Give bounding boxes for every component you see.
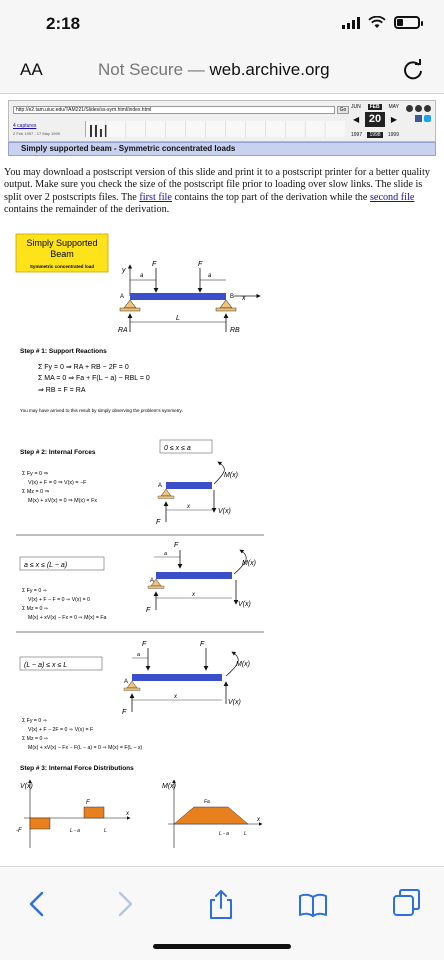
step1-eq2: Σ MA = 0 ⇒ Fa + F(L − a) − RBL = 0: [38, 375, 150, 382]
next-capture-arrow-icon[interactable]: ▶: [390, 115, 397, 124]
fbd-region3: [122, 641, 250, 716]
svg-text:F: F: [156, 519, 161, 526]
current-year: 1998: [369, 132, 381, 138]
prev-capture-arrow-icon[interactable]: ◀: [353, 115, 360, 124]
reload-icon[interactable]: [402, 59, 424, 81]
svg-text:a: a: [164, 551, 168, 557]
domain-label: web.archive.org: [209, 60, 330, 79]
point-B: B: [230, 294, 235, 300]
main-beam-diagram: [118, 261, 260, 334]
capture-sparkline[interactable]: [85, 121, 345, 137]
next-month[interactable]: MAY: [388, 104, 399, 110]
fbd-region1: [156, 462, 238, 526]
step1-eq1: Σ Fy = 0 ⇒ RA + RB − 2F = 0: [38, 364, 129, 371]
first-file-link[interactable]: first file: [139, 191, 172, 203]
reaction-RA: RA: [118, 327, 128, 334]
r3-eq3: Σ Mz = 0 ⇒: [22, 736, 49, 742]
r1-moment-label: M(x): [224, 472, 238, 479]
bookmarks-icon[interactable]: [296, 887, 330, 921]
facebook-icon[interactable]: [415, 115, 422, 122]
r1-shear-label: V(x): [218, 508, 231, 515]
dim-L: L: [176, 315, 180, 322]
load-F-left: F: [152, 261, 157, 268]
r1-eq3: Σ Mz = 0 ⇒: [22, 489, 50, 495]
svg-text:A: A: [158, 483, 163, 489]
r1-eq2: V(x) + F = 0 ⇒ V(x) = −F: [28, 480, 87, 486]
wayback-tools: [395, 105, 431, 125]
svg-text:L: L: [104, 828, 107, 834]
r2-shear-label: V(x): [238, 601, 251, 608]
point-A: A: [120, 294, 125, 300]
svg-text:x: x: [174, 694, 177, 700]
current-day: 20: [365, 112, 385, 127]
tabs-icon[interactable]: [390, 887, 424, 921]
r2-eq1: Σ Fy = 0 ⇒: [22, 588, 47, 594]
range2-label: a ≤ x ≤ (L − a): [24, 562, 68, 569]
svg-text:F: F: [122, 709, 127, 716]
load-F-right: F: [198, 261, 203, 268]
svg-text:L - a: L - a: [70, 828, 80, 834]
r3-moment-label: M(x): [236, 661, 250, 668]
page-title: Simply supported beam - Symmetric concentrated loads: [8, 142, 436, 156]
security-label: Not Secure: [98, 60, 184, 79]
svg-text:F: F: [146, 607, 151, 614]
slide-image: [14, 232, 434, 857]
svg-text:x: x: [192, 592, 195, 598]
y-axis-label: y: [122, 267, 126, 274]
text-size-button[interactable]: AA: [20, 60, 43, 79]
shear-negative-block: [30, 818, 50, 829]
r2-eq3: Σ Mz = 0 ⇒: [22, 606, 49, 612]
svg-text:F: F: [200, 641, 205, 648]
wayback-calendar: [351, 104, 399, 140]
step2-heading: Step # 2: Internal Forces: [20, 449, 96, 456]
step1-heading: Step # 1: Support Reactions: [20, 348, 107, 355]
intro-paragraph: [4, 167, 440, 217]
svg-text:x: x: [187, 504, 190, 510]
cellular-signal-icon: [342, 17, 360, 29]
step1-note: You may have arrived to this result by simply observing the problem's symmetry.: [20, 408, 183, 413]
svg-text:F: F: [174, 542, 179, 549]
shear-neg-F: -F: [16, 828, 22, 834]
dim-a-left: a: [140, 273, 144, 279]
r1-eq4: M(x) + xV(x) = 0 ⇒ M(x) = Fx: [28, 498, 98, 504]
svg-text:A: A: [124, 679, 129, 685]
status-icons: [342, 16, 420, 29]
main-beam: [130, 293, 226, 300]
r1-eq1: Σ Fy = 0 ⇒: [22, 471, 48, 477]
back-icon[interactable]: [20, 887, 54, 921]
wayback-toolbar: [8, 100, 436, 142]
svg-text:F: F: [142, 641, 147, 648]
r3-eq4: M(x) + xV(x) − Fx − F(L − a) = 0 ⇒ M(x) = F(L − x): [28, 745, 143, 751]
wifi-icon: [368, 16, 386, 29]
r2-moment-label: M(x): [242, 560, 256, 567]
home-indicator[interactable]: [153, 944, 291, 949]
range3-label: (L − a) ≤ x ≤ L: [24, 662, 68, 669]
svg-text:F: F: [86, 800, 90, 806]
twitter-icon[interactable]: [424, 115, 431, 122]
svg-text:A: A: [150, 578, 155, 584]
forward-icon[interactable]: [108, 887, 142, 921]
captures-dates: 2 Feb 1997 - 17 May 1999: [13, 131, 60, 136]
svg-text:L - a: L - a: [219, 831, 229, 837]
fbd-region2: [146, 542, 256, 614]
step1-eq3: ⇒ RB = F = RA: [38, 387, 86, 394]
paragraph-text-3: contains the remainder of the derivation.: [4, 204, 170, 216]
x-axis-label: x: [242, 295, 246, 302]
step3-heading: Step # 3: Internal Force Distributions: [20, 765, 134, 772]
shear-positive-block: [84, 807, 104, 818]
captures-link[interactable]: 4 captures: [13, 123, 37, 129]
svg-text:x: x: [126, 811, 129, 817]
slide-subtitle: Symmetric concentrated load: [29, 264, 95, 269]
current-month: FEB: [369, 104, 380, 110]
share-icon[interactable]: [204, 887, 238, 921]
prev-month[interactable]: JUN: [351, 104, 361, 110]
svg-text:L: L: [244, 831, 247, 837]
paragraph-text-1: You may download a postscript version of this slide and print it to a postscript printer for a better quality output. Make sure you check the size of the postscript file prior to loading over slow links. The slide is split over 2 postscripts files. The: [4, 167, 430, 203]
wayback-url-input[interactable]: http://e2.tam.uiuc.edu/TAM221/Slides/ss-sym.html/index.html: [13, 106, 335, 114]
user-icon[interactable]: [406, 105, 413, 112]
status-bar: [0, 0, 444, 48]
url-separator: —: [187, 60, 205, 79]
r3-eq1: Σ Fy = 0 ⇒: [22, 718, 47, 724]
paragraph-text-2: contains the top part of the derivation while the: [171, 191, 370, 203]
slide-title-line2: Beam: [50, 249, 74, 259]
next-year[interactable]: 1999: [387, 132, 399, 138]
wayback-go-button[interactable]: Go: [337, 106, 349, 114]
svg-text:a: a: [137, 652, 141, 658]
moment-diagram: [162, 780, 262, 848]
prev-year[interactable]: 1997: [351, 132, 363, 138]
r2-eq2: V(x) + F − F = 0 ⇒ V(x) = 0: [28, 597, 91, 603]
shear-diagram-ylabel: V(x): [20, 783, 33, 790]
dim-a-right: a: [208, 273, 212, 279]
close-icon[interactable]: [424, 105, 431, 112]
second-file-link[interactable]: second file: [369, 191, 415, 203]
shear-diagram: [16, 780, 130, 848]
moment-diagram-ylabel: M(x): [162, 783, 176, 790]
clock: 2:18: [46, 14, 81, 33]
address-bar: [0, 48, 444, 94]
r3-eq2: V(x) + F − 2F = 0 ⇒ V(x) = F: [28, 727, 94, 733]
help-icon[interactable]: [415, 105, 422, 112]
reaction-RB: RB: [230, 327, 240, 334]
r2-eq4: M(x) + xV(x) − Fx = 0 ⇒ M(x) = Fa: [28, 615, 107, 621]
battery-icon: [394, 16, 420, 29]
range1-label: 0 ≤ x ≤ a: [164, 445, 191, 452]
moment-trapezoid: [174, 807, 248, 824]
moment-Fa: Fa: [204, 799, 210, 805]
svg-text:x: x: [257, 817, 260, 823]
url-field[interactable]: [98, 60, 330, 80]
r3-shear-label: V(x): [228, 699, 241, 706]
slide-title-line1: Simply Supported: [26, 238, 98, 248]
